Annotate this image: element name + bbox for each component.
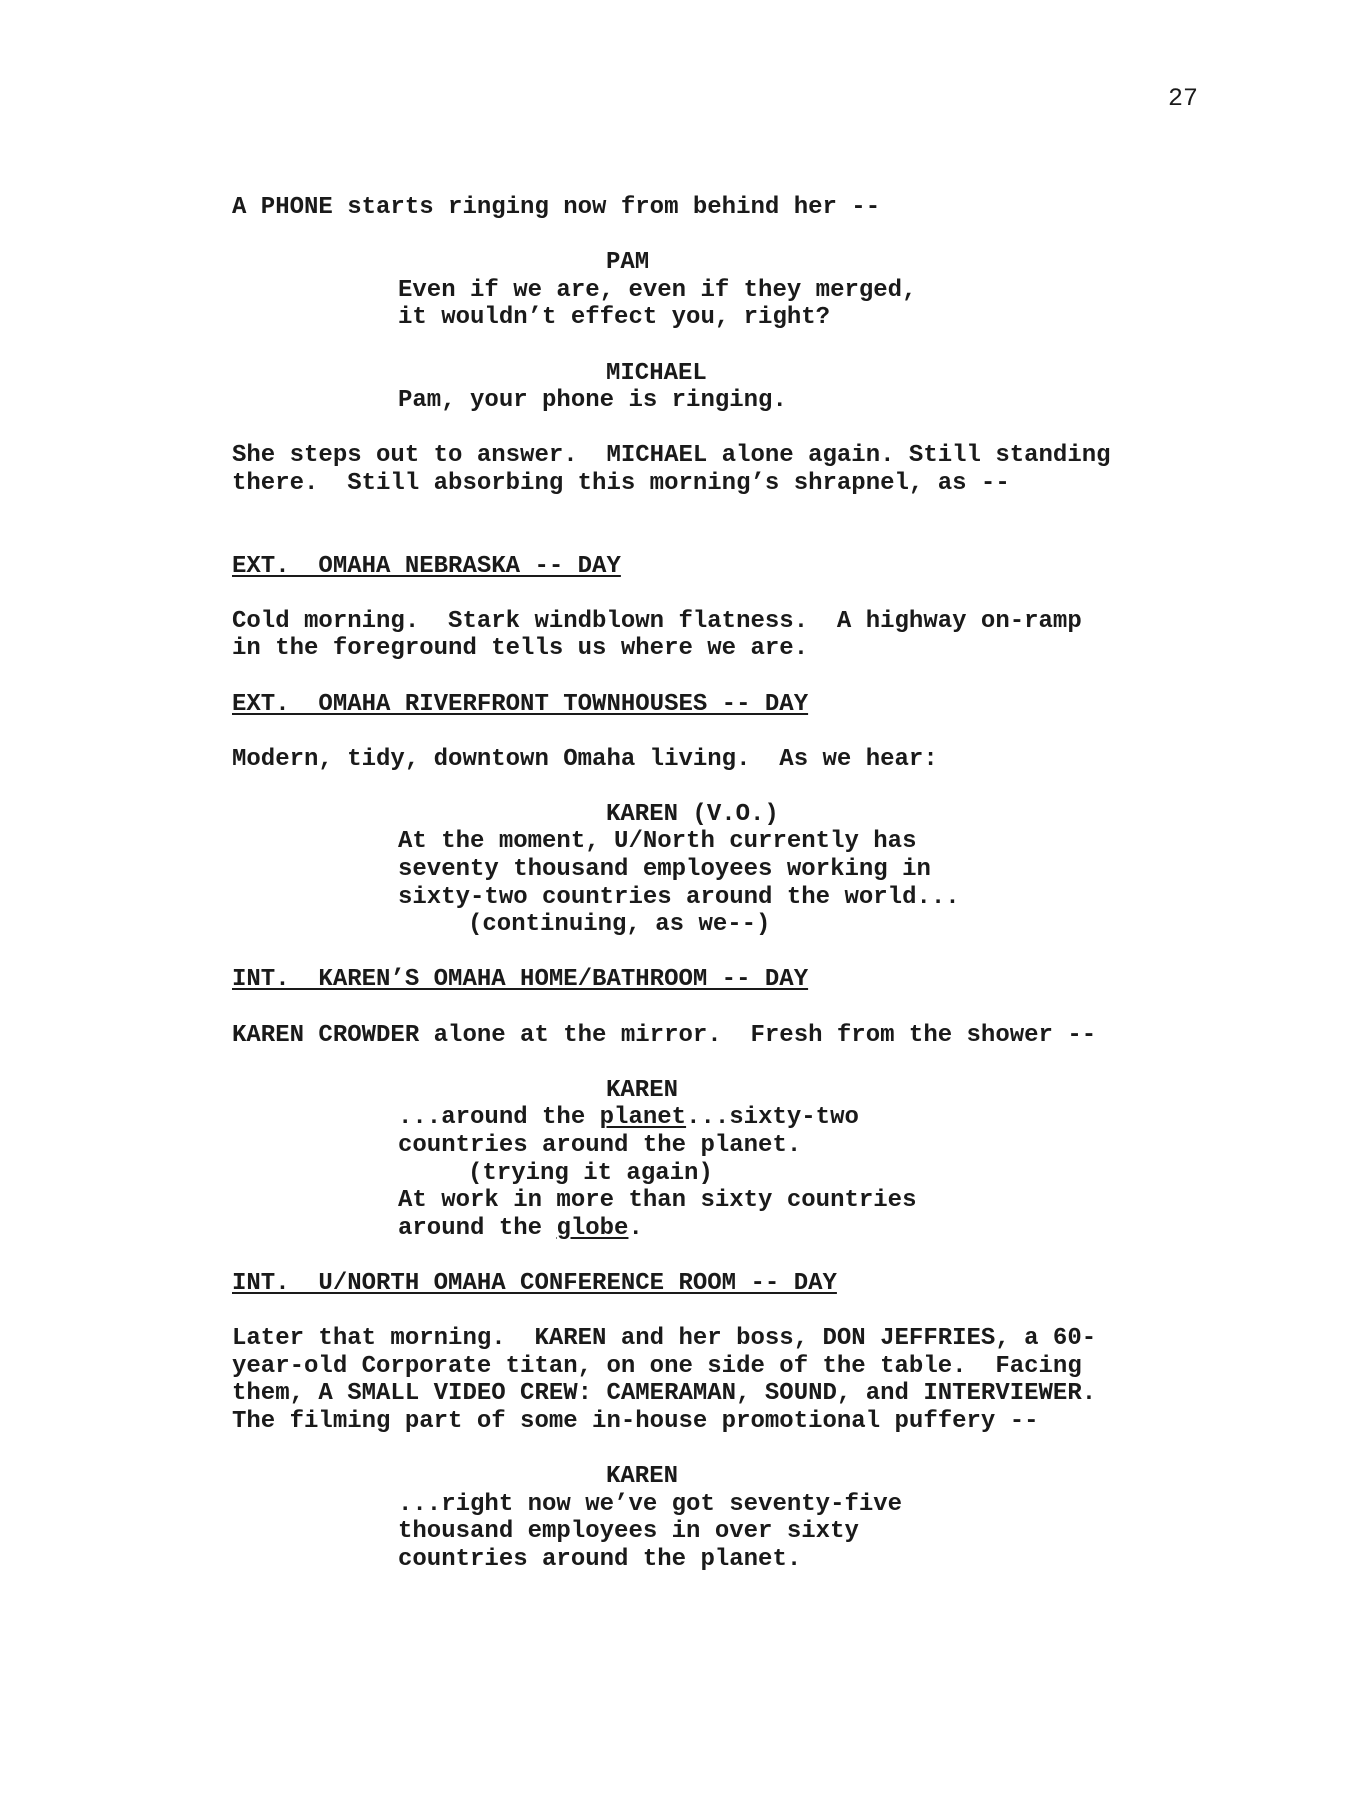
- character-cue: MICHAEL: [606, 359, 707, 387]
- action-line: them, A SMALL VIDEO CREW: CAMERAMAN, SOUND, and INTERVIEWER.: [232, 1380, 1097, 1408]
- action-line: The filming part of some in-house promotional puffery --: [232, 1407, 1039, 1435]
- dialogue-line: countries around the planet.: [398, 1132, 802, 1159]
- character-cue: KAREN: [606, 1076, 679, 1104]
- dialogue-fragment: .: [628, 1214, 643, 1242]
- screenplay-body: [232, 194, 1232, 1574]
- action-line: Modern, tidy, downtown Omaha living. As we hear:: [232, 745, 938, 773]
- action-line: Cold morning. Stark windblown flatness. A highway on-ramp: [232, 607, 1082, 635]
- scene-heading-text: INT. KAREN’S OMAHA HOME/BATHROOM -- DAY: [232, 966, 809, 994]
- dialogue-line: At the moment, U/North currently has: [398, 828, 917, 856]
- action-line: KAREN CROWDER alone at the mirror. Fresh from the shower --: [232, 1021, 1097, 1049]
- action-line: Later that morning. KAREN and her boss, DON JEFFRIES, a 60-: [232, 1325, 1097, 1353]
- emphasis-word: planet: [599, 1104, 687, 1132]
- emphasis-word: globe: [556, 1214, 629, 1242]
- character-cue: PAM: [606, 249, 650, 277]
- dialogue-line: [232, 1215, 1232, 1243]
- parenthetical: (continuing, as we--): [468, 911, 771, 939]
- dialogue-line: thousand employees in over sixty: [398, 1518, 859, 1546]
- page-number: 27: [1167, 84, 1198, 113]
- character-cue: KAREN: [606, 1463, 679, 1491]
- parenthetical: (trying it again): [468, 1159, 713, 1187]
- scene-heading-text: INT. U/NORTH OMAHA CONFERENCE ROOM -- DAY: [232, 1269, 837, 1297]
- dialogue-fragment: around the: [398, 1214, 557, 1242]
- scene-heading: [232, 966, 1232, 994]
- character-cue: KAREN (V.O.): [606, 800, 779, 828]
- dialogue-line: countries around the planet.: [398, 1545, 802, 1573]
- scene-heading: [232, 1270, 1232, 1298]
- action-line: there. Still absorbing this morning’s shrapnel, as --: [232, 469, 1010, 497]
- dialogue-fragment: ...around the: [398, 1104, 600, 1132]
- dialogue-line: seventy thousand employees working in: [398, 856, 931, 884]
- dialogue-line: sixty-two countries around the world...: [398, 883, 960, 911]
- dialogue-line: Even if we are, even if they merged,: [398, 276, 917, 304]
- scene-heading-text: EXT. OMAHA NEBRASKA -- DAY: [232, 552, 621, 580]
- action-line: She steps out to answer. MICHAEL alone again. Still standing: [232, 442, 1111, 470]
- scene-heading: [232, 691, 1232, 719]
- action-line: in the foreground tells us where we are.: [232, 635, 809, 663]
- scene-heading: [232, 553, 1232, 581]
- dialogue-line: [232, 1104, 1232, 1132]
- dialogue-fragment: ...sixty-two: [686, 1104, 859, 1132]
- action-line: A PHONE starts ringing now from behind her --: [232, 194, 881, 221]
- dialogue-line: Pam, your phone is ringing.: [398, 387, 787, 415]
- scene-heading-text: EXT. OMAHA RIVERFRONT TOWNHOUSES -- DAY: [232, 690, 809, 718]
- dialogue-line: At work in more than sixty countries: [398, 1187, 917, 1215]
- dialogue-line: ...right now we’ve got seventy-five: [398, 1490, 903, 1518]
- action-line: year-old Corporate titan, on one side of the table. Facing: [232, 1352, 1082, 1380]
- dialogue-line: it wouldn’t effect you, right?: [398, 304, 831, 332]
